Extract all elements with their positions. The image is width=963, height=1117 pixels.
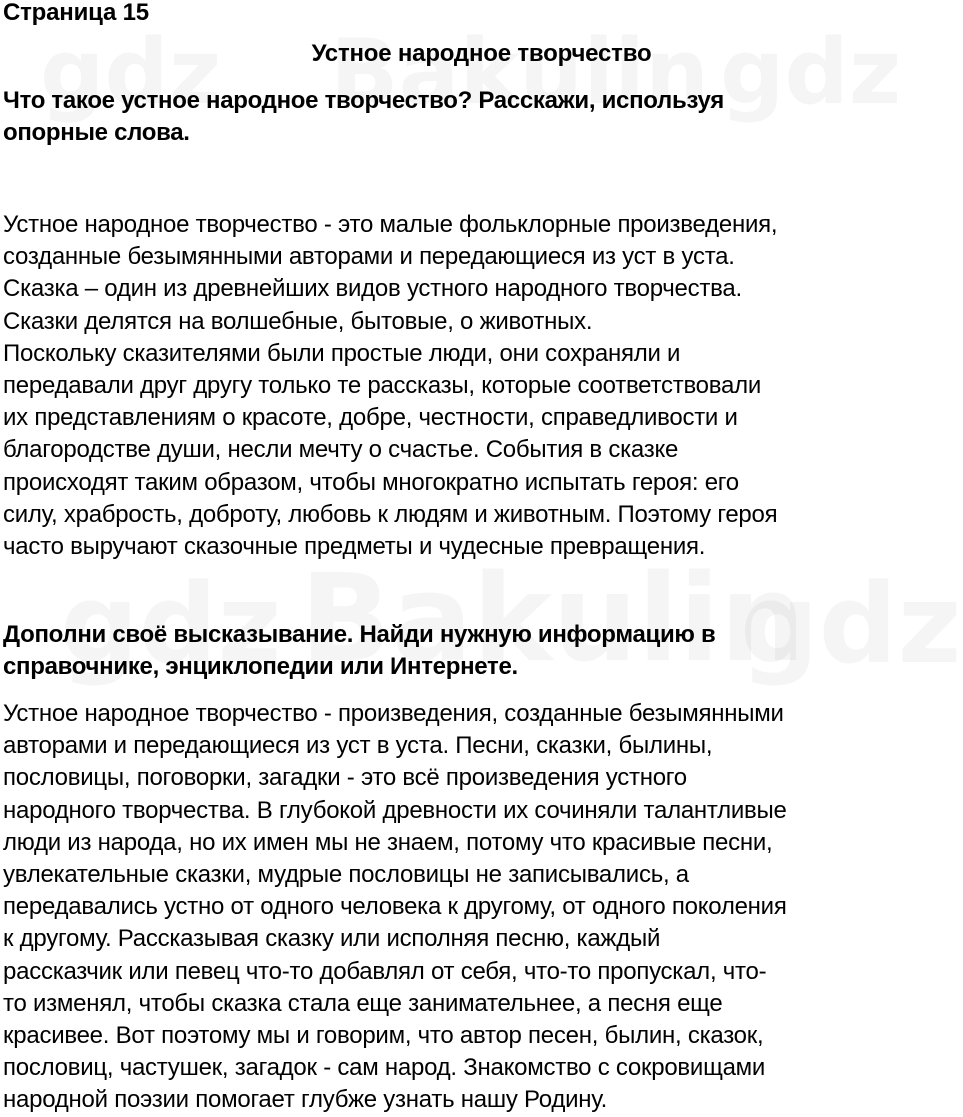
answer-2-line: народного творчества. В глубокой древности их сочиняли талантливые	[3, 796, 787, 824]
answer-2-line: народной поэзии помогает глубже узнать нашу Родину.	[3, 1086, 607, 1114]
question-1	[3, 85, 958, 149]
answer-2-line: люди из народа, но их имен мы не знаем, потому что красивые песни,	[3, 828, 773, 856]
page-label: Страница 15	[3, 0, 149, 26]
answer-1-line: часто выручают сказочные предметы и чудесные превращения.	[3, 533, 706, 561]
answer-1-line: их представлениям о красоте, добре, честности, справедливости и	[3, 404, 738, 432]
answer-1-line: Сказка – один из древнейших видов устного народного творчества.	[3, 275, 742, 303]
answer-2-line: передавались устно от одного человека к другому, от одного поколения	[3, 893, 787, 921]
answer-2	[3, 698, 963, 1117]
answer-1-line: силу, храбрость, доброту, любовь к людям и животным. Поэтому героя	[3, 500, 778, 528]
answer-1-line: благородстве души, несли мечту о счастье. События в сказке	[3, 436, 679, 464]
answer-2-line: рассказчик или певец что-то добавлял от себя, что-то пропускал, что-	[3, 957, 767, 985]
question-1-line: опорные слова.	[3, 119, 190, 146]
answer-1-line: передавали друг другу только те рассказы, которые соответствовали	[3, 372, 762, 400]
question-2-line: Дополни своё высказывание. Найди нужную информацию в	[3, 621, 716, 648]
answer-2-line: Устное народное творчество - произведения, созданные безымянными	[3, 700, 784, 727]
answer-2-line: авторами и передающиеся из уст в уста. Песни, сказки, былины,	[3, 732, 713, 760]
answer-2-line: пословицы, поговорки, загадки - это всё произведения устного	[3, 764, 687, 792]
answer-1-line: происходят таким образом, чтобы многократно испытать героя: его	[3, 468, 739, 496]
answer-2-line: пословиц, частушек, загадок - сам народ. Знакомство с сокровищами	[3, 1054, 766, 1082]
answer-1	[3, 209, 963, 563]
question-2-line: справочнике, энциклопедии или Интернете.	[3, 653, 518, 680]
answer-1-line: созданные безымянными авторами и передающиеся из уст в уста.	[3, 243, 735, 271]
answer-2-line: то изменял, чтобы сказка стала еще занимательнее, а песня еще	[3, 989, 723, 1017]
answer-1-line: Поскольку сказителями были простые люди, они сохраняли и	[3, 339, 681, 367]
answer-1-line: Устное народное творчество - это малые фольклорные произведения,	[3, 211, 778, 238]
answer-2-line: увлекательные сказки, мудрые пословицы не записывались, а	[3, 861, 689, 889]
answer-2-line: к другому. Рассказывая сказку или исполняя песню, каждый	[3, 925, 661, 953]
question-2	[3, 619, 958, 683]
question-1-line: Что такое устное народное творчество? Расскажи, используя	[3, 87, 724, 114]
page-title: Устное народное творчество	[311, 40, 652, 67]
answer-1-line: Сказки делятся на волшебные, бытовые, о животных.	[3, 307, 593, 335]
answer-2-line: красивее. Вот поэтому мы и говорим, что автор песен, былин, сказок,	[3, 1022, 764, 1050]
